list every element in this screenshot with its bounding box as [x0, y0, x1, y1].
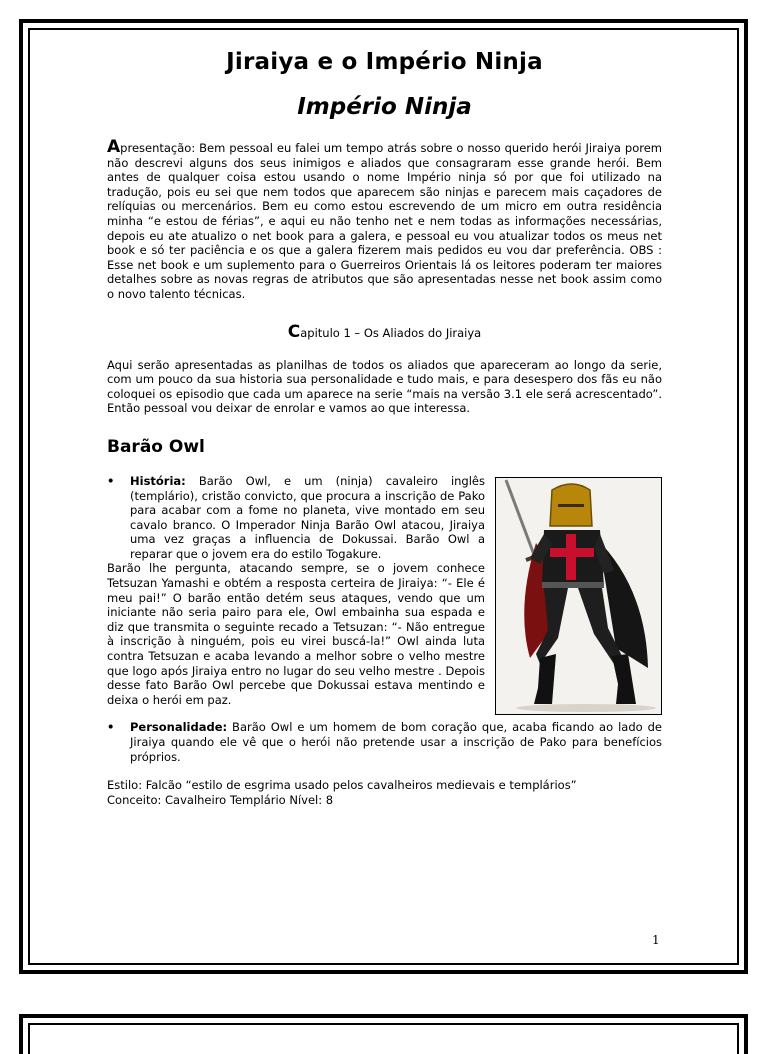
- knight-drawing: [496, 478, 661, 714]
- historia-label: História:: [130, 473, 186, 488]
- page-content: [107, 46, 662, 807]
- character-details-2: [107, 720, 662, 764]
- document-subtitle: Império Ninja: [297, 94, 472, 120]
- personalidade-item: [107, 720, 662, 764]
- character-stats: [107, 778, 662, 807]
- conceito-line: Conceito: Cavalheiro Templário Nível: 8: [107, 792, 334, 807]
- bullet-icon: •: [107, 473, 115, 488]
- character-name: Barão Owl: [107, 436, 205, 457]
- intro-dropcap: A: [107, 137, 121, 157]
- intro-text: presentação: Bem pessoal eu falei um tempo atrás sobre o nosso querido herói Jiraiya porem não descrevi alguns dos seus inimigos e aliados que consagraram esse grande herói. Bem antes de qualquer coisa estou usando o nome Império ninja só por que foi utilizado na tradução, pois eu sei que nem todos que aparecem são ninjas e parecem mais caçadores de relíquias ou mercenários. Bem eu como estou escrevendo de um micro em outra residência minha “e estou de férias”, e aqui eu não tenho net e nem todas as informações necessárias, depois eu ate atualizo o net book para a galera, e pessoal eu vou atualizar todos os meus net book e só ter paciência e os que a galera fizerem mais pedidos eu vou dar preferência. OBS : Esse net book e um suplemento para o Guerreiros Orientais lá os leitores poderam ter maiores detalhes sobre as novas regras de atributos que são apresentadas nesse net book assim como o novo talento técnicas.: [107, 141, 662, 301]
- next-page-border-inner: [28, 1023, 739, 1054]
- chapter-heading-text: apitulo 1 – Os Aliados do Jiraiya: [300, 325, 482, 340]
- document-title: Jiraiya e o Império Ninja: [226, 49, 543, 75]
- bullet-icon: •: [107, 720, 115, 735]
- chapter-heading: [107, 321, 662, 342]
- historia-item: [107, 474, 662, 562]
- belt: [542, 582, 604, 588]
- next-page-border: [19, 1014, 748, 1054]
- floor-shadow: [516, 704, 656, 712]
- personalidade-label: Personalidade:: [130, 720, 228, 735]
- character-details: [107, 474, 662, 562]
- intro-paragraph: [107, 137, 662, 302]
- personalidade-text: Barão Owl e um homem de bom coração que, acaba ficando ao lado de Jiraiya quando ele vê que o herói não pretende usar a inscrição de Pako para benefícios próprios.: [130, 720, 662, 764]
- chapter-dropcap: C: [287, 321, 301, 342]
- helmet-visor: [558, 504, 584, 507]
- barao-owl-illustration: [495, 477, 662, 715]
- cross-horizontal: [550, 548, 594, 557]
- historia-continuation: Barão lhe pergunta, atacando sempre, se o jovem conhece Tetsuzan Yamashi e obtém a resposta certeira de Jiraiya: “- Ele é meu pai!” O barão então detém seus ataques, vendo que um iniciante não seria pairo para ele, Owl embainha sua espada e diz que transmita o seguinte recado a Tetsuzan: “- Não entregue à inscrição à ninguém, pois eu virei buscá-la!” Owl ainda luta contra Tetsuzan e acaba levando a melhor sobre o velho mestre que logo após Jiraiya entro no lugar do seu velho mestre . Depois desse fato Barão Owl percebe que Dokussai estava mentindo e deixa o herói em paz.: [107, 561, 485, 707]
- chapter-intro-paragraph: Aqui serão apresentadas as planilhas de todos os aliados que apareceram ao longo da serie, com um pouco da sua historia sua personalidade e tudo mais, e para desespero dos fãs eu não coloquei os episodio que cada um aparece na serie “mais na versão 3.1 ele será acrescentado”. Então pessoal vou deixar de enrolar e vamos ao que interessa.: [107, 357, 662, 416]
- page-number: 1: [652, 933, 660, 947]
- historia-text: Barão Owl, e um (ninja) cavaleiro inglês (templário), cristão convicto, que procura a inscrição de Pako para acabar com a fome no planeta, vive montado em seu cavalo branco. O Imperador Ninja Barão Owl atacou, Jiraiya uma vez graças a influencia de Dokussai. Barão Owl a reparar que o jovem era do estilo Togakure.: [130, 473, 485, 561]
- estilo-line: Estilo: Falcão “estilo de esgrima usado pelos cavalheiros medievais e templários”: [107, 778, 577, 793]
